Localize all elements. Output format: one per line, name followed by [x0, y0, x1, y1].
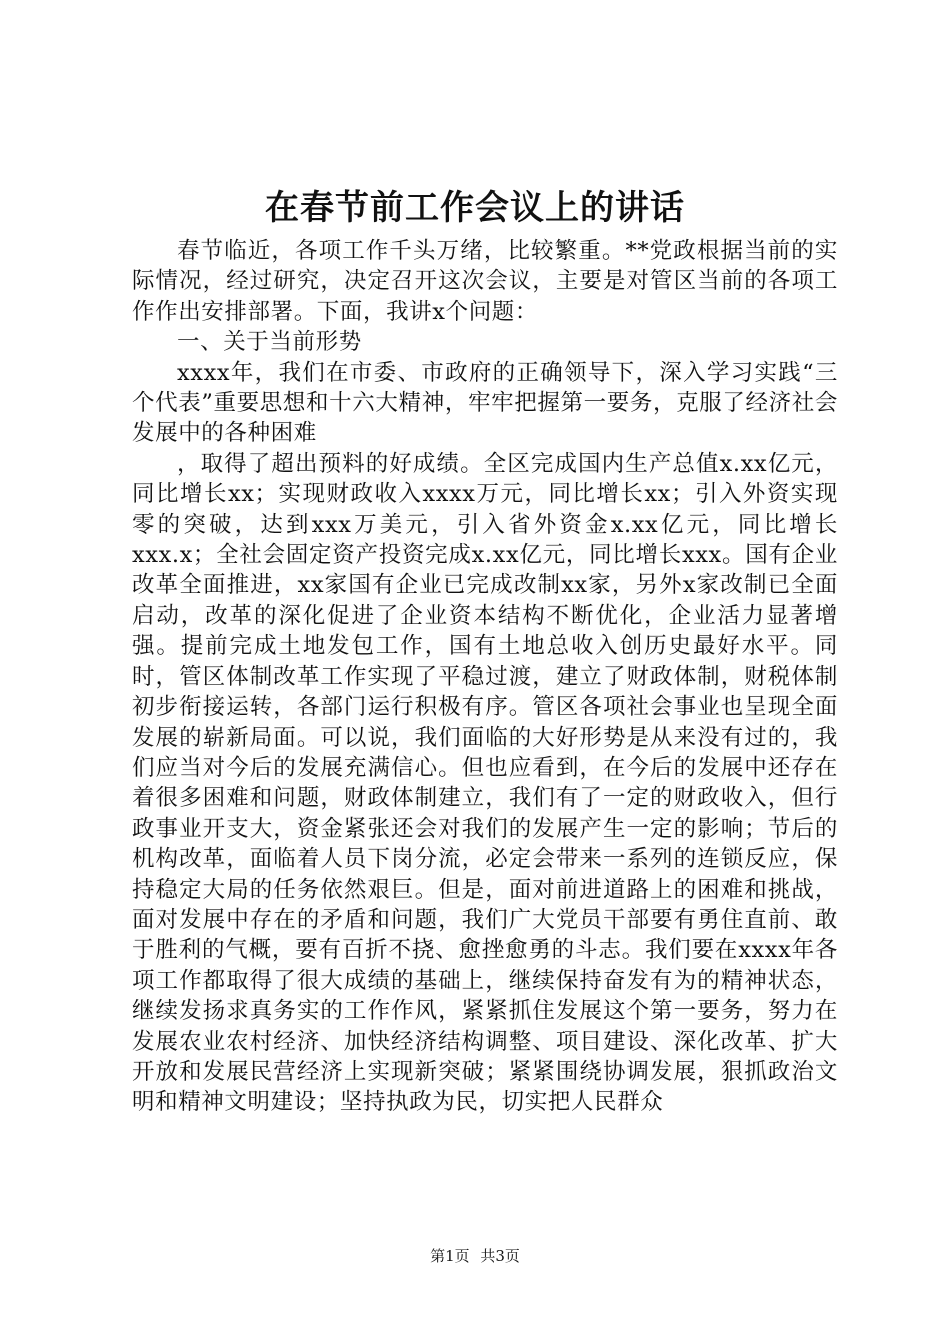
page-footer	[0, 1245, 950, 1266]
paragraph-achievements: ，取得了超出预料的好成绩。全区完成国内生产总值x.xx亿元，同比增长xx；实现财政收入xxxx万元，同比增长xx；引入外资实现零的突破，达到xxx万美元，引入省外资金x.xx亿元，同比增长xxx.x；全社会固定资产投资完成x.xx亿元，同比增长xxx。国有企业改革全面推进，xx家国有企业已完成改制xx家，另外x家改制已全面启动，改革的深化促进了企业资本结构不断优化，企业活力显著增强。提前完成土地发包工作，国有土地总收入创历史最好水平。同时，管区体制改革工作实现了平稳过渡，建立了财政体制，财税体制初步衔接运转，各部门运行积极有序。管区各项社会事业也呈现全面发展的崭新局面。可以说，我们面临的大好形势是从来没有过的，我们应当对今后的发展充满信心。但也应看到，在今后的发展中还存在着很多困难和问题，财政体制建立，我们有了一定的财政收入，但行政事业开支大，资金紧张还会对我们的发展产生一定的影响；节后的机构改革，面临着人员下岗分流，必定会带来一系列的连锁反应，保持稳定大局的任务依然艰巨。但是，面对前进道路上的困难和挑战，面对发展中存在的矛盾和问题，我们广大党员干部要有勇住直前、敢于胜利的气概，要有百折不挠、愈挫愈勇的斗志。我们要在xxxx年各项工作都取得了很大成绩的基础上，继续保持奋发有为的精神状态，继续发扬求真务实的工作作风，紧紧抓住发展这个第一要务，努力在发展农业农村经济、加快经济结构调整、项目建设、深化改革、扩大开放和发展民营经济上实现新突破；紧紧围绕协调发展，狠抓政治文明和精神文明建设；坚持执政为民，切实把人民群众	[132, 450, 838, 1116]
paragraph-situation: xxxx年，我们在市委、市政府的正确领导下，深入学习实践“三个代表”重要思想和十六大精神，牢牢把握第一要务，克服了经济社会发展中的各种困难	[132, 359, 838, 447]
page-total: 共3页	[480, 1247, 520, 1265]
paragraph-intro: 春节临近，各项工作千头万绪，比较繁重。**党政根据当前的实际情况，经过研究，决定召开这次会议，主要是对管区当前的各项工作作出安排部署。下面，我讲x个问题：	[132, 238, 838, 325]
section-heading: 一、关于当前形势	[177, 329, 362, 356]
document-body	[132, 236, 838, 1118]
page-number: 第1页	[430, 1247, 470, 1265]
document-title: 在春节前工作会议上的讲话	[265, 188, 685, 228]
